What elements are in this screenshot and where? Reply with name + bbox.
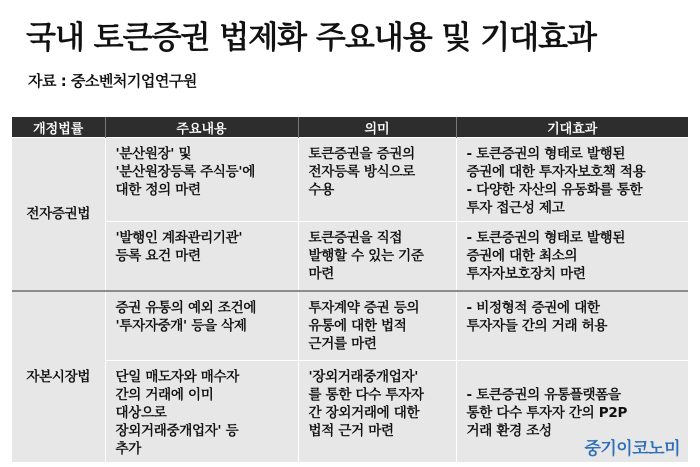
content-cell (105, 361, 298, 463)
cell-line: 장외거래중개업자' 등 (115, 423, 239, 439)
cell-line: 투자자들 간의 거래 허용 (466, 318, 608, 334)
cell-line: '발행인 계좌관리기관' (115, 230, 243, 246)
effect-cell (456, 138, 688, 222)
header-meaning: 의미 (298, 117, 456, 138)
cell-line: 단일 매도자와 매수자 (115, 369, 239, 385)
table-row (12, 291, 688, 361)
meaning-cell (298, 222, 456, 292)
cell-line: 간 장외거래에 대한 (308, 405, 420, 421)
cell-line: 증권에 대한 최소의 (466, 248, 578, 264)
table-header-row (12, 117, 688, 138)
effect-cell (456, 222, 688, 292)
cell-line: 를 통한 다수 투자자 (308, 387, 424, 403)
content-cell (105, 291, 298, 361)
cell-line: 법적 근거 마련 (308, 423, 394, 439)
publisher-logo: 중기이코노미 (584, 439, 680, 459)
summary-table (12, 117, 688, 462)
cell-line: 마련 (308, 266, 334, 282)
effect-cell (456, 291, 688, 361)
cell-line: 토큰증권을 증권의 (308, 146, 415, 162)
header-effect: 기대효과 (456, 117, 688, 138)
cell-line: 대한 정의 마련 (115, 182, 201, 198)
cell-line: 투자계약 증권 등의 (308, 300, 420, 316)
cell-line: 수용 (308, 182, 334, 198)
content-cell (105, 138, 298, 222)
table-row (12, 138, 688, 222)
cell-line: 전자등록 방식으로 (308, 164, 415, 180)
cell-line: '장외거래중개업자' (308, 369, 419, 385)
cell-line: 추가 (115, 441, 141, 457)
header-law: 개정법률 (12, 117, 105, 138)
source-note: 자료 : 중소벤처기업연구원 (28, 72, 197, 90)
meaning-cell (298, 291, 456, 361)
header-content: 주요내용 (105, 117, 298, 138)
cell-line: - 다양한 자산의 유동화를 통한 (466, 182, 643, 198)
cell-line: 간의 거래에 이미 (115, 387, 214, 403)
cell-line: 발행할 수 있는 기준 (308, 248, 424, 264)
cell-line: 근거를 마련 (308, 336, 377, 352)
cell-line: - 토큰증권의 형태로 발행된 (466, 230, 626, 246)
cell-line: 대상으로 (115, 405, 167, 421)
category-cell: 전자증권법 (12, 138, 105, 292)
table-row (12, 222, 688, 292)
cell-line: 거래 환경 조성 (466, 423, 552, 439)
cell-line: 토큰증권을 직접 (308, 230, 403, 246)
content-cell (105, 222, 298, 292)
cell-line: - 토큰증권의 유통플랫폼을 (466, 387, 621, 403)
meaning-cell (298, 361, 456, 463)
cell-line: - 토큰증권의 형태로 발행된 (466, 146, 626, 162)
cell-line: 증권에 대한 투자자보호책 적용 (466, 164, 646, 180)
meaning-cell (298, 138, 456, 222)
cell-line: 유통에 대한 법적 (308, 318, 407, 334)
category-cell: 자본시장법 (12, 291, 105, 462)
cell-line: 투자자보호장치 마련 (466, 266, 586, 282)
page-title: 국내 토큰증권 법제화 주요내용 및 기대효과 (26, 20, 596, 56)
cell-line: '분산원장등록 주식등'에 (115, 164, 255, 180)
cell-line (467, 368, 683, 386)
cell-line: 증권 유통의 예외 조건에 (115, 300, 257, 316)
cell-line: '분산원장' 및 (115, 146, 192, 162)
cell-line: - 비정형적 증권에 대한 (466, 300, 600, 316)
cell-line: '투자자중개' 등을 삭제 (115, 318, 247, 334)
cell-line: 등록 요건 마련 (115, 248, 201, 264)
cell-line: 통한 다수 투자자 간의 P2P (466, 405, 628, 421)
cell-line: 투자 접근성 제고 (466, 200, 565, 216)
